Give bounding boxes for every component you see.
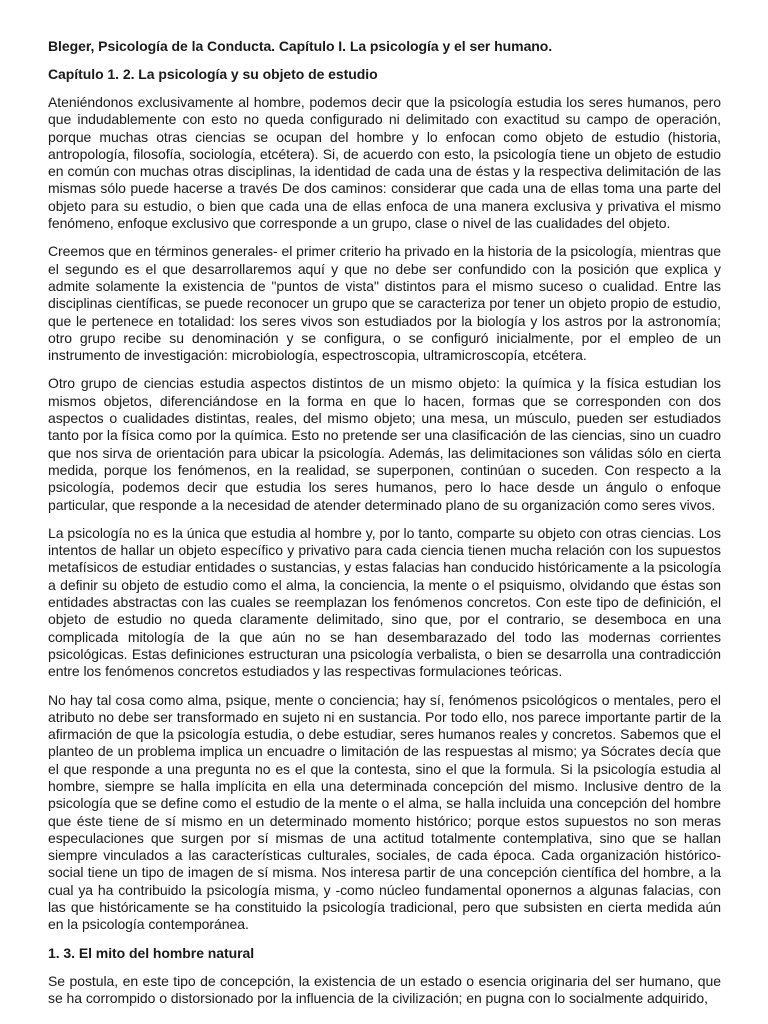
document-page [48,38,721,1007]
paragraph: Otro grupo de ciencias estudia aspectos distintos de un mismo objeto: la química y la física estudian los mismos objetos, diferenciándose en la forma en que lo hacen, formas que se corresponden con dos aspectos o cualidades distintas, reales, del mismo objeto; una mesa, un músculo, pueden ser estudiados tanto por la física como por la química. Esto no pretende ser una clasificación de las ciencias, sino un cuadro que nos sirva de orientación para ubicar la psicología. Además, las delimitaciones son válidas sólo en cierta medida, porque los fenómenos, en la realidad, se superponen, continúan o suceden. Con respecto a la psicología, podemos decir que estudia los seres humanos, pero lo hace desde un ángulo o enfoque particular, que responde a la necesidad de atender determinado plano de su organización como seres vivos. [48,375,721,513]
paragraph: La psicología no es la única que estudia al hombre y, por lo tanto, comparte su objeto con otras ciencias. Los intentos de hallar un objeto específico y privativo para cada ciencia tienen mucha relación con los supuestos metafísicos de estudiar entidades o sustancias, y estas falacias han conducido históricamente a la psicología a definir su objeto de estudio como el alma, la conciencia, la mente o el psiquismo, olvidando que éstas son entidades abstractas con las cuales se reemplazan los fenómenos concretos. Con este tipo de definición, el objeto de estudio no queda claramente delimitado, sino que, por el contrario, se desemboca en una complicada mitología de la que aún no se han desembarazado del todo las modernas corrientes psicológicas. Estas definiciones estructuran una psicología verbalista, o bien se desarrolla una contradicción entre los fenómenos concretos estudiados y las respectivas formulaciones teóricas. [48,524,721,680]
section-heading: 1. 3. El mito del hombre natural [48,944,255,961]
section-heading: Capítulo 1. 2. La psicología y su objeto de estudio [48,66,378,82]
paragraph: Creemos que en términos generales- el primer criterio ha privado en la historia de la psicología, mientras que el segundo es el que desarrollaremos aquí y que no debe ser confundido con la posición que explica y admite solamente la existencia de "puntos de vista" distintos para el mismo suceso o cualidad. Entre las disciplinas científicas, se puede reconocer un grupo que se caracteriza por tener un objeto propio de estudio, que le pertenece en totalidad: los seres vivos son estudiados por la biología y los astros por la astronomía; otro grupo recibe su denominación y se configura, o se configuró inicialmente, por el empleo de un instrumento de investigación: microbiología, espectroscopia, ultramicroscopía, etcétera. [48,243,721,364]
paragraph: Ateniéndonos exclusivamente al hombre, podemos decir que la psicología estudia los seres humanos, pero que indudablemente con esto no queda configurado ni delimitado con exactitud su campo de operación, porque muchas otras ciencias se ocupan del hombre y lo enfocan como objeto de estudio (historia, antropología, filosofía, sociología, etcétera). Si, de acuerdo con esto, la psicología tiene un objeto de estudio en común con muchas otras disciplinas, la identidad de cada una de éstas y la respectiva delimitación de las mismas sólo puede hacerse a través De dos caminos: considerar que cada una de ellas toma una parte del objeto para su estudio, o bien que cada una de ellas enfoca de una manera exclusiva y privativa el mismo fenómeno, enfoque exclusivo que corresponde a un grupo, clase o nivel de las cualidades del objeto. [48,94,721,232]
paragraph: Se postula, en este tipo de concepción, la existencia de un estado o esencia originaria del ser humano, que se ha corrompido o distorsionado por la influencia de la civilización; en pugna con lo socialmente adquirido, [48,972,721,1006]
document-title: Bleger, Psicología de la Conducta. Capítulo I. La psicología y el ser humano. [48,38,553,54]
paragraph: No hay tal cosa como alma, psique, mente o conciencia; hay sí, fenómenos psicológicos o mentales, pero el atributo no debe ser transformado en sujeto ni en sustancia. Por todo ello, nos parece importante partir de la afirmación de que la psicología estudia, o debe estudiar, seres humanos reales y concretos. Sabemos que el planteo de un problema implica un encuadre o limitación de las respuestas al mismo; ya Sócrates decía que el que responde a una pregunta no es el que la contesta, sino el que la formula. Si la psicología estudia al hombre, siempre se halla implícita en ella una determinada concepción del mismo. Inclusive dentro de la psicología que se define como el estudio de la mente o el alma, se halla incluida una concepción del hombre que éste tiene de sí mismo en un determinado momento histórico; porque estos supuestos no son meras especulaciones que surgen por sí mismas de una actitud totalmente contemplativa, sino que se hallan siempre vinculados a las características culturales, sociales, de cada época. Cada organización histórico-social tiene un tipo de imagen de sí misma. Nos interesa partir de una concepción científica del hombre, a la cual ya ha contribuido la psicología misma, y -como núcleo fundamental oponernos a algunas falacias, con las que históricamente se ha constituido la psicología tradicional, pero que subsisten en cierta medida aún en la psicología contemporánea. [48,691,721,933]
